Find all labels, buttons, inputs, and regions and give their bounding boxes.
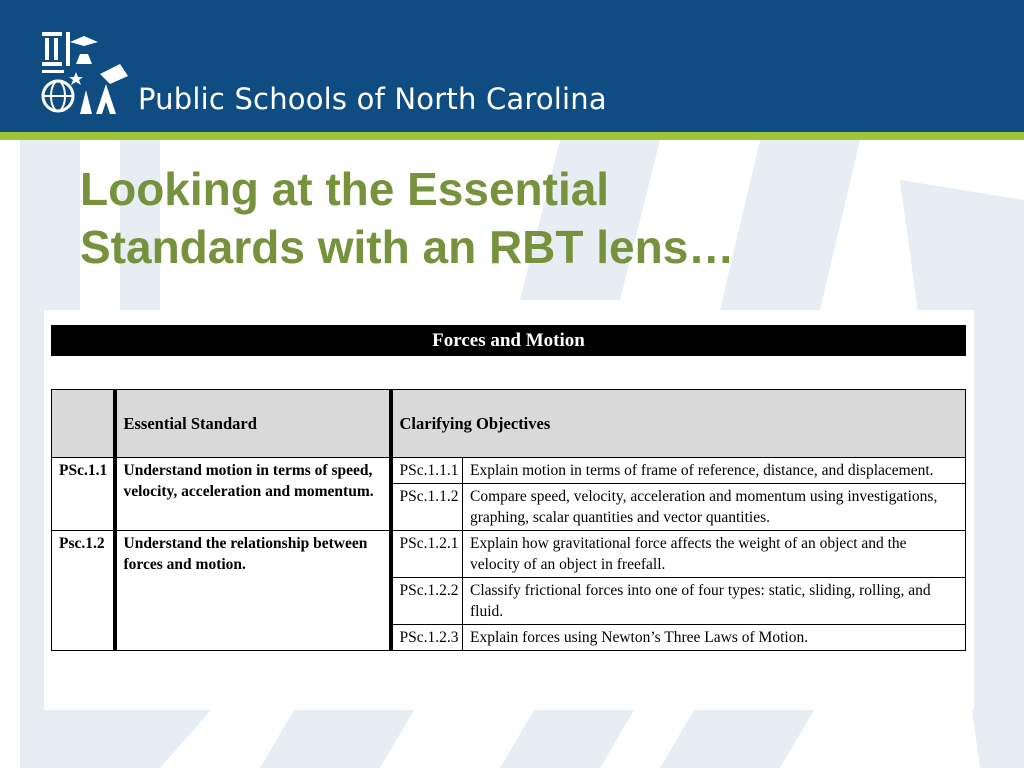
header-accent-stripe xyxy=(0,132,1024,140)
organization-name: Public Schools of North Carolina xyxy=(138,82,607,116)
objective-id: PSc.1.2.3 xyxy=(391,625,463,651)
table-row xyxy=(52,531,966,578)
objective-text: Explain how gravitational force affects the weight of an object and the velocity of an object in freefall. xyxy=(463,531,966,578)
header-blank-cell xyxy=(52,390,115,458)
header-clarifying-objectives: Clarifying Objectives xyxy=(391,390,966,458)
header-essential-standard: Essential Standard xyxy=(115,390,391,458)
standards-table xyxy=(51,389,966,651)
table-banner: Forces and Motion xyxy=(51,325,966,356)
table-header-row xyxy=(52,390,966,458)
nc-public-schools-logo-icon xyxy=(40,28,130,118)
table-row xyxy=(52,458,966,484)
objective-text: Compare speed, velocity, acceleration and momentum using investigations, graphing, scalar quantities and vector quantities. xyxy=(463,484,966,531)
slide-title-line-1: Looking at the Essential xyxy=(80,163,610,215)
objective-text: Explain forces using Newton’s Three Laws of Motion. xyxy=(463,625,966,651)
standard-id: PSc.1.1 xyxy=(52,458,115,531)
header-bar xyxy=(0,0,1024,132)
objective-text: Explain motion in terms of frame of reference, distance, and displacement. xyxy=(463,458,966,484)
objective-id: PSc.1.1.1 xyxy=(391,458,463,484)
standard-id: Psc.1.2 xyxy=(52,531,115,651)
slide-title-line-2: Standards with an RBT lens… xyxy=(80,221,735,273)
slide-title xyxy=(80,160,960,276)
objective-id: PSc.1.2.2 xyxy=(391,578,463,625)
objective-id: PSc.1.2.1 xyxy=(391,531,463,578)
objective-id: PSc.1.1.2 xyxy=(391,484,463,531)
standard-text: Understand motion in terms of speed, velocity, acceleration and momentum. xyxy=(115,458,391,531)
standard-text: Understand the relationship between forces and motion. xyxy=(115,531,391,651)
objective-text: Classify frictional forces into one of four types: static, sliding, rolling, and fluid. xyxy=(463,578,966,625)
